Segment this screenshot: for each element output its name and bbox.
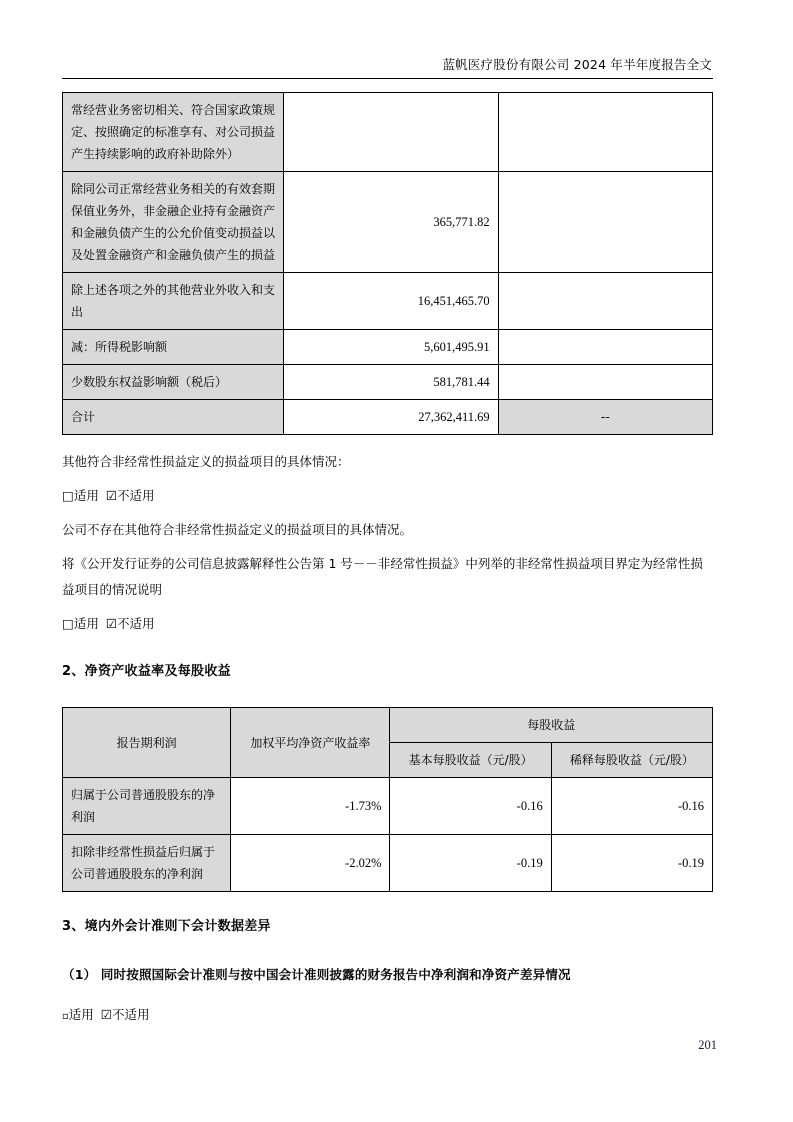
row-amount: 5,601,495.91 xyxy=(284,330,498,365)
table-row xyxy=(63,400,713,435)
row-label: 少数股东权益影响额（税后） xyxy=(63,365,284,400)
checkbox-unchecked-icon[interactable]: □ xyxy=(62,488,74,503)
row-label: 合计 xyxy=(63,400,284,435)
column-header-profit: 报告期利润 xyxy=(63,708,231,778)
row-amount: 581,781.44 xyxy=(284,365,498,400)
page-number: 201 xyxy=(698,1038,717,1052)
row-amount: 365,771.82 xyxy=(284,172,498,273)
row-amount: 16,451,465.70 xyxy=(284,273,498,330)
table-row xyxy=(63,330,713,365)
row-note xyxy=(498,273,712,330)
applicability-checkbox-group-1 xyxy=(62,483,713,509)
row-label: 常经营业务密切相关、符合国家政策规定、按照确定的标准享有、对公司损益产生持续影响的政府补助除外） xyxy=(63,93,284,172)
subsection-heading-3-1: （1） 同时按照国际会计准则与按中国会计准则披露的财务报告中净利润和净资产差异情况 xyxy=(62,967,571,982)
row-value-eps-diluted: -0.16 xyxy=(551,778,712,835)
row-note: -- xyxy=(498,400,712,435)
row-amount: 27,362,411.69 xyxy=(284,400,498,435)
running-header: 蓝帆医疗股份有限公司 2024 年半年度报告全文 xyxy=(442,57,712,72)
row-label-profit: 扣除非经常性损益后归属于公司普通股股东的净利润 xyxy=(63,835,231,892)
row-note xyxy=(498,330,712,365)
row-amount xyxy=(284,93,498,172)
checkbox-unchecked-icon[interactable]: □ xyxy=(62,616,74,631)
checkbox-checked-icon[interactable]: ☑ xyxy=(105,616,118,631)
row-label: 减：所得税影响额 xyxy=(63,330,284,365)
roe-eps-table xyxy=(62,707,713,892)
column-header-eps-group: 每股收益 xyxy=(390,708,713,743)
other-items-statement: 公司不存在其他符合非经常性损益定义的损益项目的具体情况。 xyxy=(62,522,413,537)
column-header-eps-diluted: 稀释每股收益（元/股） xyxy=(551,743,712,778)
column-header-roe: 加权平均净资产收益率 xyxy=(231,708,390,778)
checkbox-label-applicable: 适用 xyxy=(73,616,99,631)
row-value-roe: -2.02% xyxy=(231,835,390,892)
reclassify-heading: 将《公开发行证券的公司信息披露解释性公告第 1 号－－非经常性损益》中列举的非经常性损益项目界定为经常性损益项目的情况说明 xyxy=(62,556,703,597)
checkbox-label-not-applicable: 不适用 xyxy=(112,1007,150,1022)
table-row xyxy=(63,172,713,273)
header-rule xyxy=(62,78,713,79)
section-heading-3: 3、境内外会计准则下会计数据差异 xyxy=(62,919,271,934)
checkbox-label-applicable: 适用 xyxy=(73,488,99,503)
checkbox-label-applicable: 适用 xyxy=(68,1007,94,1022)
table-row xyxy=(63,778,713,835)
row-label-profit: 归属于公司普通股股东的净利润 xyxy=(63,778,231,835)
row-label: 除同公司正常经营业务相关的有效套期保值业务外，非金融企业持有金融资产和金融负债产生的公允价值变动损益以及处置金融资产和金融负债产生的损益 xyxy=(63,172,284,273)
row-note xyxy=(498,365,712,400)
checkbox-checked-icon[interactable]: ☑ xyxy=(100,1007,113,1022)
column-header-eps-basic: 基本每股收益（元/股） xyxy=(390,743,551,778)
table-row xyxy=(63,365,713,400)
table-row xyxy=(63,835,713,892)
row-value-eps-basic: -0.16 xyxy=(390,778,551,835)
row-label: 除上述各项之外的其他营业外收入和支出 xyxy=(63,273,284,330)
applicability-checkbox-group-3 xyxy=(62,1002,713,1030)
table-row xyxy=(63,273,713,330)
section-heading-2: 2、净资产收益率及每股收益 xyxy=(62,664,231,679)
applicability-checkbox-group-2 xyxy=(62,611,713,637)
checkbox-unchecked-icon[interactable]: ▫ xyxy=(62,1011,69,1022)
row-value-eps-basic: -0.19 xyxy=(390,835,551,892)
row-note xyxy=(498,93,712,172)
row-value-eps-diluted: -0.19 xyxy=(551,835,712,892)
checkbox-checked-icon[interactable]: ☑ xyxy=(105,488,118,503)
row-value-roe: -1.73% xyxy=(231,778,390,835)
nonrecurring-items-table xyxy=(62,92,713,435)
table-row xyxy=(63,93,713,172)
other-items-heading: 其他符合非经常性损益定义的损益项目的具体情况： xyxy=(62,454,350,469)
row-note xyxy=(498,172,712,273)
checkbox-label-not-applicable: 不适用 xyxy=(117,488,155,503)
page-content xyxy=(62,92,713,1030)
checkbox-label-not-applicable: 不适用 xyxy=(117,616,155,631)
table-header-row xyxy=(63,708,713,743)
